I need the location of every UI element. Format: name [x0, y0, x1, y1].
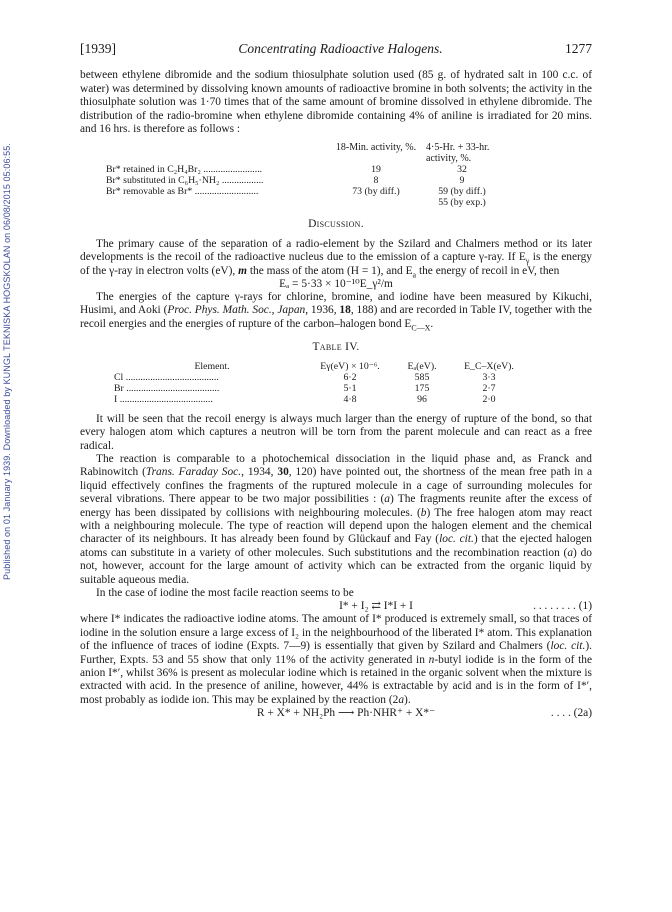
- dist-header-18min: 18-Min. activity, %.: [335, 142, 417, 154]
- body-paragraph-3: It will be seen that the recoil energy is always much larger than the energy of rupture of the bond, so that every halogen atom which captures a neutron will be torn from the parent molecule and can react as a free radical.: [80, 412, 592, 452]
- t4-cell: 6·2: [343, 371, 357, 383]
- equation-2a: [80, 707, 592, 720]
- dist-cell: 32: [457, 164, 467, 176]
- t4-header-ea: Eₐ(eV).: [407, 360, 437, 372]
- t4-header-ecx: E_C–X(eV).: [464, 360, 514, 372]
- equation-2a-text: R + X* + NH₂Ph ⟶ Ph·NHR⁺ + X*⁻: [256, 707, 436, 720]
- dist-cell: 9: [459, 175, 465, 187]
- dist-row-label: Br* retained in C₂H₄Br₂ ........................: [106, 164, 263, 176]
- t4-row-label: I ......................................: [114, 393, 213, 405]
- t4-cell: 585: [414, 371, 430, 383]
- t4-cell: 5·1: [343, 382, 357, 394]
- t4-row-label: Cl ......................................: [114, 371, 219, 383]
- t4-cell: 3·3: [482, 371, 496, 383]
- t4-header-eg: Eγ(eV) × 10⁻⁶.: [320, 360, 380, 372]
- dist-cell: 55 (by exp.): [438, 197, 486, 209]
- dist-row-label: Br* substituted in C₆H₅·NH₂ .................: [106, 175, 264, 187]
- dist-cell: 59 (by diff.): [438, 186, 486, 198]
- page-header: [80, 42, 592, 55]
- intro-paragraph: between ethylene dibromide and the sodium thiosulphate solution used (85 g. of hydrated salt in 100 c.c. of water) was determined by dissolving known amounts of radioactive bromine in both solvents; the activity in the thiosulphate solution was 1·70 times that of the same amount of bromine dissolved in ethylene dibromide. The distribution of the radio-bromine when ethylene dibromide containing 4% of aniline is irradiated for 20 mins. and 16 hrs. is therefore as follows :: [80, 69, 592, 136]
- body-paragraph-6: where I* indicates the radioactive iodine atoms. The amount of I* produced is extremely small, so that traces of iodine in the solution ensure a large excess of I₂ in the neighbourhood of the liberated I* atom. This explanation of the influence of traces of iodine (Expts. 7—9) is essentially that given by Szilard and Chalmers (loc. cit.). Further, Expts. 53 and 55 show that only 11% of the activity generated in n-butyl iodide is in the form of the anion I*′, whilst 36% is present as molecular iodine which is retained in the organic solvent when the mixture is extracted with acid. In the presence of aniline, however, 44% is extractable by acid and is in the form of I*′, most probably as iodide ion. This may be explained by the reaction (2a).: [80, 613, 592, 706]
- t4-cell: 96: [417, 393, 427, 405]
- t4-cell: 2·0: [482, 393, 496, 405]
- dist-header-4hr: 4·5-Hr. + 33-hr. activity, %.: [426, 142, 490, 165]
- page: [80, 42, 592, 720]
- t4-header-element: Element.: [194, 360, 230, 372]
- table-iv: [114, 361, 592, 405]
- equation-2a-number: . . . . (2a): [550, 707, 592, 720]
- t4-cell: 175: [414, 382, 430, 394]
- dist-cell: 19: [371, 164, 381, 176]
- discussion-paragraph-1: The primary cause of the separation of a radio-element by the Szilard and Chalmers method or its later developments is the recoil of the radioactive nucleus due to the emission of a capture γ-ray. If $E_\gamma$ is the energy of the γ-ray in electron volts (eV), m the mass of the atom (H = 1), and $E_a$ the energy of recoil in eV, then: [80, 237, 592, 279]
- download-watermark: Published on 01 January 1939. Downloaded by KUNGL TEKNISKA HOGSKOLAN on 06/08/2015 05:06:55.: [2, 143, 12, 580]
- dist-row-label: Br* removable as Br* ..........................: [106, 186, 259, 198]
- distribution-table: [106, 142, 592, 208]
- year-label: [1939]: [80, 41, 116, 56]
- dist-cell: 8: [373, 175, 379, 187]
- table-iv-title: Table IV.: [312, 341, 360, 354]
- t4-row-label: Br ......................................: [114, 382, 220, 394]
- equation-1-text: I* + I₂ ⇄ I*I + I: [339, 600, 413, 613]
- body-paragraph-5: In the case of iodine the most facile reaction seems to be: [96, 586, 354, 599]
- t4-cell: 4·8: [343, 393, 357, 405]
- dist-cell: 73 (by diff.): [352, 186, 400, 198]
- equation-1: [80, 600, 592, 613]
- page-number: 1277: [565, 41, 592, 56]
- recoil-equation: Eₐ = 5·33 × 10⁻¹⁰E_γ²/m: [279, 278, 393, 291]
- equation-1-number: . . . . . . . . (1): [533, 600, 592, 613]
- discussion-heading: Discussion.: [308, 218, 364, 231]
- discussion-paragraph-2: The energies of the capture γ-rays for chlorine, bromine, and iodine have been measured by Kikuchi, Husimi, and Aoki (Proc. Phys. Math. Soc., Japan, 1936, 18, 188) and are recorded in Table IV, together with the recoil energies and the energies of rupture of the carbon–halogen bond $E_{C—X}$.: [80, 291, 592, 333]
- running-title: Concentrating Radioactive Halogens.: [238, 41, 443, 56]
- t4-cell: 2·7: [482, 382, 496, 394]
- body-paragraph-4: The reaction is comparable to a photochemical dissociation in the liquid phase and, as Franck and Rabinowitch (Trans. Faraday Soc., 1934, 30, 120) have pointed out, the shortness of the mean free path in a liquid effectively confines the fragments of the ruptured molecule in a cage of surrounding molecules for several vibrations. There appear to be two major possibilities : (a) The fragments reunite after the excess of energy has been dissipated by collisions with neighbouring molecules. (b) The free halogen atom may react with a neighbouring molecule. The type of reaction will depend upon the halogen element and the chemical character of its neighbours. It has already been found by Glückauf and Fay (loc. cit.) that the ejected halogen atoms can substitute in a variety of other molecules. Such substitutions and the recombination reaction (a) do not, however, account for the large amount of activity which can be extracted from the organic liquid by suitable aqueous media.: [80, 452, 592, 586]
